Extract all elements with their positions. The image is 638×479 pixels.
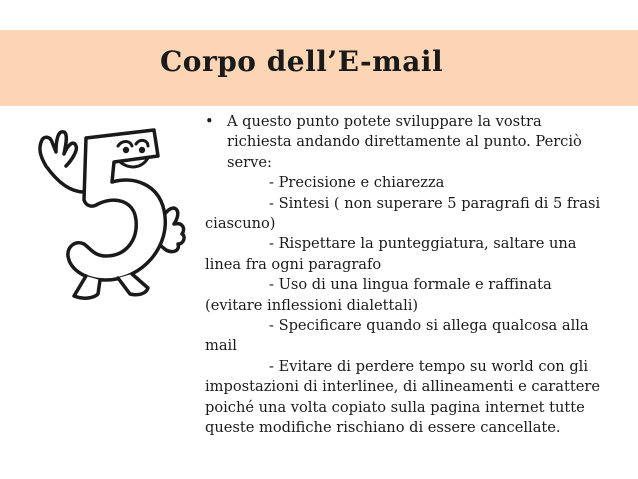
requirement-continuation: poiché una volta copiato sulla pagina internet tutte (205, 398, 585, 416)
body-text: serve: (227, 153, 272, 171)
requirement-item: - Precisione e chiarezza (269, 174, 445, 192)
requirement-item: - Sintesi ( non superare 5 paragrafi di 5 frasi (269, 194, 601, 212)
body-text: richiesta andando direttamente al punto. Perciò (227, 133, 582, 151)
slide-title: Corpo dell’E-mail (160, 45, 444, 78)
slide-body (205, 112, 625, 439)
requirement-item: - Evitare di perdere tempo su world con gli (269, 357, 588, 375)
bullet-line (205, 112, 625, 132)
requirement-continuation: linea fra ogni paragrafo (205, 255, 382, 273)
requirement-item: - Specificare quando si allega qualcosa alla (269, 317, 589, 335)
body-text: A questo punto potete sviluppare la vostra (227, 113, 542, 130)
requirement-continuation: impostazioni di interlinee, di allineamenti e carattere (205, 378, 600, 396)
bullet-marker: • (205, 113, 214, 130)
requirement-continuation: (evitare inflessioni dialettali) (205, 296, 419, 314)
number-five-mascot-icon (14, 100, 190, 305)
requirement-continuation: mail (205, 337, 237, 355)
requirement-continuation: ciascuno) (205, 215, 276, 233)
requirement-continuation: queste modifiche rischiano di essere cancellate. (205, 419, 561, 437)
requirement-item: - Rispettare la punteggiatura, saltare una (269, 235, 577, 253)
requirement-item: - Uso di una lingua formale e raffinata (269, 276, 552, 294)
